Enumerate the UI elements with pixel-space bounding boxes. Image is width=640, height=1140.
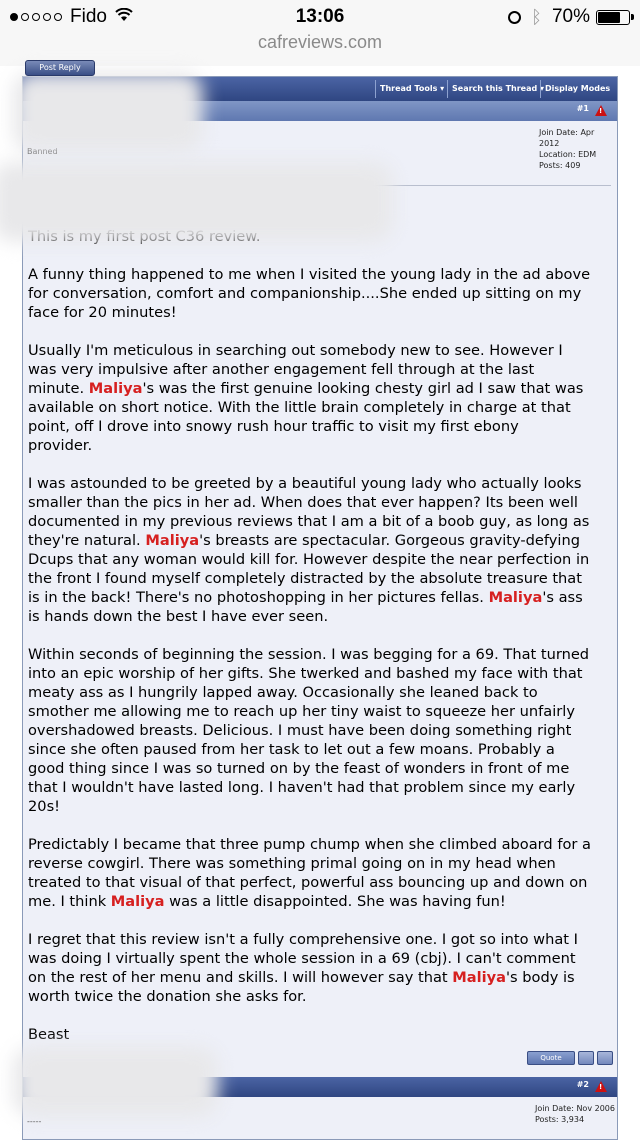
- post-paragraph: I was astounded to be greeted by a beautiful young lady who actually looks smaller than the pics in her ad. When does that ever happen? Its been well documented in my previous reviews that I am a bit of a boob guy, as long as they're natural. Maliya's breasts are spectacular. Gorgeous gravity-defying Dcups that any woman would kill for. However despite the near perfection in the front I found myself completely distracted by the absolute treasure that is in the back! There's no photoshopping in her pictures fellas. Maliya's ass is hands down the best I have ever seen.: [28, 475, 590, 625]
- report-warning-icon[interactable]: [595, 1081, 607, 1092]
- highlighted-name: Maliya: [145, 532, 200, 549]
- highlighted-name: Maliya: [452, 969, 507, 986]
- join-date-2: Join Date: Nov 2006: [535, 1104, 615, 1113]
- search-thread-button[interactable]: Search this Thread ▾: [447, 80, 548, 98]
- post-paragraph: Beast: [28, 1026, 70, 1043]
- battery-icon: [596, 10, 630, 25]
- post-paragraph: Usually I'm meticulous in searching out somebody new to see. However I was very impulsive after another engagement fell through at the last minute. Maliya's was the first genuine looking chesty girl ad I saw that was available on short notice. With the little brain completely in charge at that point, off I drove into snowy rush hour traffic to visit my first ebony provider.: [28, 342, 584, 454]
- user-info-2: [535, 1103, 617, 1125]
- alarm-icon: [508, 11, 521, 24]
- status-bar: [0, 0, 640, 66]
- carrier-name: Fido: [70, 6, 107, 27]
- quote-button[interactable]: Quote: [527, 1051, 575, 1065]
- post-number-2[interactable]: #2: [576, 1080, 589, 1089]
- post-count-2: Posts: 3,934: [535, 1115, 585, 1124]
- post-actions: [527, 1051, 613, 1065]
- status-right: [508, 6, 630, 28]
- bluetooth-icon: ᛒ: [531, 6, 542, 27]
- highlighted-name: Maliya: [110, 893, 165, 910]
- join-date: Join Date: Apr 2012: [539, 128, 595, 148]
- post-reply-button[interactable]: Post Reply: [25, 60, 95, 76]
- multi-quote-icon[interactable]: [578, 1051, 594, 1065]
- clock-time: 13:06: [295, 6, 345, 27]
- highlighted-name: Maliya: [488, 589, 543, 606]
- redacted-username-2: [13, 1047, 218, 1117]
- highlighted-name: Maliya: [88, 380, 143, 397]
- post-body: [28, 227, 614, 1063]
- divider: [363, 185, 611, 186]
- post-paragraph: Within seconds of beginning the session. I was begging for a 69. That turned into an epic worship of her gifts. She twerked and bashed my face with that meaty ass as I hungrily lapped away. Occasionally she leaned back to smother me allowing me to reach up her tiny waist to squeeze her unfairly overshadowed breasts. Delicious. I must have been doing something right since she often paused from her task to let out a few moans. Probably a good thing since I was so turned on by the feast of wonders in front of me that I wouldn't have lasted long. I haven't had that problem since my early 20s!: [28, 646, 590, 815]
- post-paragraph: I regret that this review isn't a fully comprehensive one. I got so into what I was doing I virtually spent the whole session in a 69 (cbj). I can't comment on the rest of her menu and skills. I will however say that Maliya's body is worth twice the donation she asks for.: [28, 931, 578, 1005]
- redacted-username: [13, 72, 203, 152]
- post-paragraph: A funny thing happened to me when I visited the young lady in the ad above for conversation, comfort and companionship....She ended up sitting on my face for 20 minutes!: [28, 266, 591, 321]
- report-warning-icon[interactable]: [595, 105, 607, 116]
- redacted-avatar: [0, 162, 393, 242]
- thread-container: [22, 76, 618, 1140]
- user-location: Location: EDM: [539, 150, 597, 159]
- user-info: [539, 127, 617, 171]
- post-paragraph: Predictably I became that three pump chump when she climbed aboard for a reverse cowgirl. There was something primal going on in my head when treated to that visual of that perfect, powerful ass bouncing up and down on me. I think Maliya was a little disappointed. She was having fun!: [28, 836, 591, 910]
- user-title-2: -----: [27, 1117, 42, 1126]
- thread-tools-button[interactable]: Thread Tools ▾: [375, 80, 448, 98]
- battery-percent: 70%: [551, 6, 590, 27]
- address-bar-url[interactable]: cafreviews.com: [257, 32, 383, 52]
- post-number[interactable]: #1: [576, 104, 589, 113]
- quick-reply-icon[interactable]: [597, 1051, 613, 1065]
- display-modes-button[interactable]: Display Modes: [540, 80, 617, 98]
- post-count: Posts: 409: [539, 161, 581, 170]
- page-content: [0, 63, 640, 1138]
